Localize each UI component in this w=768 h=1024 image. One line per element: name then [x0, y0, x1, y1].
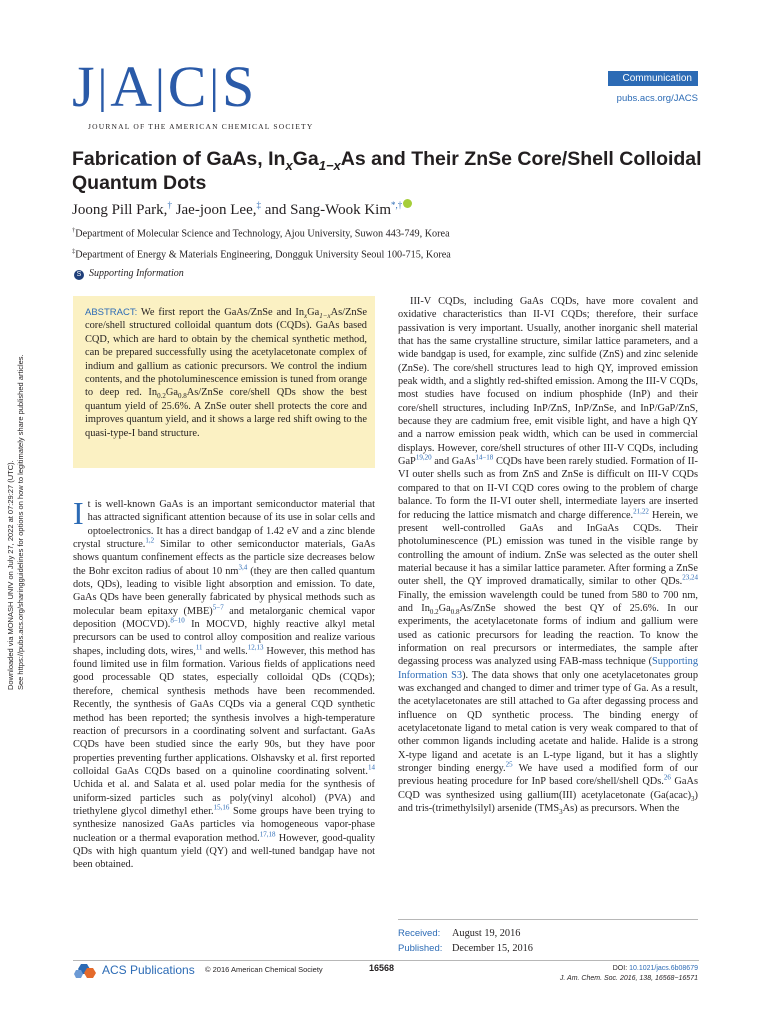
- article-type-badge: Communication: [608, 71, 698, 86]
- published-label: Published:: [398, 943, 443, 954]
- supporting-info-ref-link[interactable]: Supporting Information S3: [398, 656, 698, 681]
- acs-hexagon-icon: [73, 962, 99, 980]
- author-name[interactable]: Joong Pill Park,: [72, 202, 168, 218]
- abstract-box: ABSTRACT: We first report the GaAs/ZnSe and $In_xGa_{1-x}As$/ZnSe core/shell structured colloidal quantum dots (CQDs). GaAs based CQD, which are hard to obtain by the chemical synthetic method, can be prepared successfully using the acetylacetonate complex of indium and gallium as cationic precursors. We control the indium contents, and the photoluminescence emission is tuned from orange to deep red. $In_{0.2}Ga_{0.8}As$/ZnSe core/shell QDs show the best quantum yield of 25.6%. A ZnSe outer shell protects the core and improves quantum yield, and it shows a large red shift owing to the quasi-type-I band structure.: [73, 296, 375, 468]
- logo-letter: S: [221, 54, 256, 119]
- article-dates: [398, 919, 698, 956]
- orcid-icon[interactable]: [403, 199, 412, 208]
- abstract-label: ABSTRACT:: [85, 307, 138, 318]
- download-notice: Downloaded via MONASH UNIV on July 27, 2022 at 07:29:27 (UTC). See https://pubs.acs.org/sharingguidelines for options on how to legitimately share published articles.: [6, 354, 25, 690]
- affiliation: ‡Department of Energy & Materials Engineering, Dongguk University Seoul 100-715, Korea: [72, 248, 451, 261]
- author-list: Joong Pill Park,† Jae-joon Lee,‡ and Sang-Wook Kim*,†: [72, 199, 412, 219]
- body-text-left: It is well-known GaAs is an important semiconductor material that has attracted significant attention because of its use in solar cells and optoelectronics. It has a direct bandgap of 1.42 eV and a zinc blende crystal structure.$^{1,2}$ Similar to other semiconductor materials, GaAs shows quantum confinement effects as the particle size decreases below the Bohr exciton radius of about 10 nm$^{3,4}$ (they are then called quantum dots, QDs), leading to visible light absorption and emission. To date, GaAs QDs have been generally fabricated by physical methods such as molecular beam epitaxy (MBE)$^{5-7}$ and metalorganic chemical vapor deposition (MOCVD).$^{8-10}$ In MOCVD, highly reactive alkyl metal precursors can be used to control alloy composition and realize various shapes, including dots, wires,$^{11}$ and wells.$^{12,13}$ However, this method has found limited use in film formation. Various fields of applications need good processable QD states, especially colloidal QDs (CQDs); therefore, chemical synthesis methods have been recommended. Recently, the synthesis of GaAs CQDs via a general CQD synthetic method has been reported; the synthesis involves a high-temperature reaction of precursors in a coordinating solvent and surfactant. GaAs CQDs have been studied since the early 90s, but they have poor properties preventing further applications. Olshavsky et al. first reported colloidal GaAs CQDs based on a quinoline coordinating solvent.$^{14}$ Uchida et al. and Salata et al. used polar media for the synthesis of uniform-sized particles such as poly(vinyl alcohol) (PVA) and triethylene glycol dimethyl ether.$^{15,16}$ Some groups have been trying to synthesize nanosized GaAs particles via homogeneous vapor-phase nucleation or a thermal evaporation method.$^{17,18}$ However, good-quality QDs with high quantum yield (QY) and well-tuned bandgap have not been obtained.: [73, 495, 376, 871]
- drop-cap: I: [73, 495, 84, 531]
- received-date: August 19, 2016: [452, 928, 521, 939]
- received-label: Received:: [398, 928, 441, 939]
- article-title: Fabrication of GaAs, $In_xGa_{1-x}As$ and Their ZnSe Core/Shell Colloidal Quantum Dots: [72, 148, 702, 194]
- author-name[interactable]: Jae-joon Lee,: [175, 202, 257, 218]
- doi-link[interactable]: 10.1021/jacs.6b08679: [629, 965, 698, 972]
- acs-publications-logo[interactable]: ACS Publications: [73, 962, 195, 980]
- jacs-logo: J|A|C|S JOURNAL OF THE AMERICAN CHEMICAL SOCIETY: [72, 54, 314, 131]
- affiliation: †Department of Molecular Science and Technology, Ajou University, Suwon 443-749, Korea: [72, 227, 450, 240]
- logo-letter: A: [110, 54, 154, 119]
- copyright-text: © 2016 American Chemical Society: [205, 965, 323, 974]
- page-number: 16568: [369, 963, 395, 973]
- logo-letter: C: [167, 54, 208, 119]
- citation-text: J. Am. Chem. Soc. 2016, 138, 16568−16571: [559, 974, 698, 982]
- footer-divider: [73, 960, 699, 961]
- journal-url-link[interactable]: pubs.acs.org/JACS: [616, 93, 698, 104]
- supporting-info-icon: S: [74, 270, 84, 280]
- published-date: December 15, 2016: [452, 943, 533, 954]
- logo-tagline: JOURNAL OF THE AMERICAN CHEMICAL SOCIETY: [88, 122, 314, 131]
- doi-citation: DOI: 10.1021/jacs.6b08679 J. Am. Chem. Soc. 2016, 138, 16568−16571: [520, 964, 698, 983]
- body-text-right: III-V CQDs, including GaAs CQDs, have more covalent and oxidative characteristics than II-VI CQDs; therefore, their surface passivation is very important. Usually, another inorganic shell material that has the same crystalline structure, similar lattice parameters, and a wide bandgap is used, for example, zinc sulfide (ZnS) and zinc selenide (ZnSe). The core/shell structures lead to high QY, improved emission peak width, and a slightly red-shifted emission. Among the III-V CQDs, most studies have focused on indium phosphide (InP) and their core/shell structures, including InP/ZnS, InP/ZnSe, and InP/GaP/ZnS, because they are cadmium free, emit visible light, and have a high QY and a narrow emission peak width, which can be used in commercial displays. However, core/shell structures of other III-V CQDs, including GaP$^{19,20}$ and GaAs$^{14-18}$ CQDs have been rarely studied. Formation of II-VI outer shells such as from ZnS and ZnSe is difficult on III-V CQDs compared to that on II-VI CQD cores owing to the problem of charge balance. To form the II-VI outer shell, intermediate layers are inserted for reducing the lattice mismatch and charge difference.$^{21,22}$ Herein, we present well-controlled GaAs and InGaAs CQDs. Their photoluminescence (PL) emission was tuned in the visible range by controlling the amount of indium. ZnSe was selected as the outer shell material because it has a similar lattice parameter. After forming a ZnSe outer shell, the QY improved dramatically, similar to other QDs.$^{23,24}$ Finally, the emission wavelength could be tuned from 580 to 700 nm, and $In_{0.2}Ga_{0.8}As$/ZnSe showed the best QY of 25.6%. In our experiments, the acetylacetonate forms of indium and gallium were used as cationic precursors for leading the reaction. To know the information on real precursors or intermediates, the sample after degassing process was analyzed using FAB-mass technique (Supporting Information S3). The data shows that only one acetylacetonates group was exchanged and changed to dimer and trimer type of Ga. As a result, the acetylacetonates are still attached to Ga after degassing process and influence on QD synthetic process. The binding energy of acetylacetonate ligand to metal cation is very weak compared to that of other common ligands including acetate and halide. Halide is a strong X-type ligand and acetate is an L-type ligand, but it has a slightly stronger binding energy.$^{25}$ We have used a modified form of our previous heating procedure for InP based core/shell/shell QDs.$^{26}$ GaAs CQD was synthesized using gallium(III) acetylacetonate $(Ga(acac)_3)$ and tris-(trimethylsilyl) arsenide $(TMS_3As)$ as precursors. When the: [398, 296, 699, 817]
- author-name[interactable]: and Sang-Wook Kim: [264, 202, 392, 218]
- supporting-info-link[interactable]: S Supporting Information: [74, 268, 184, 280]
- logo-letter: J: [72, 54, 96, 119]
